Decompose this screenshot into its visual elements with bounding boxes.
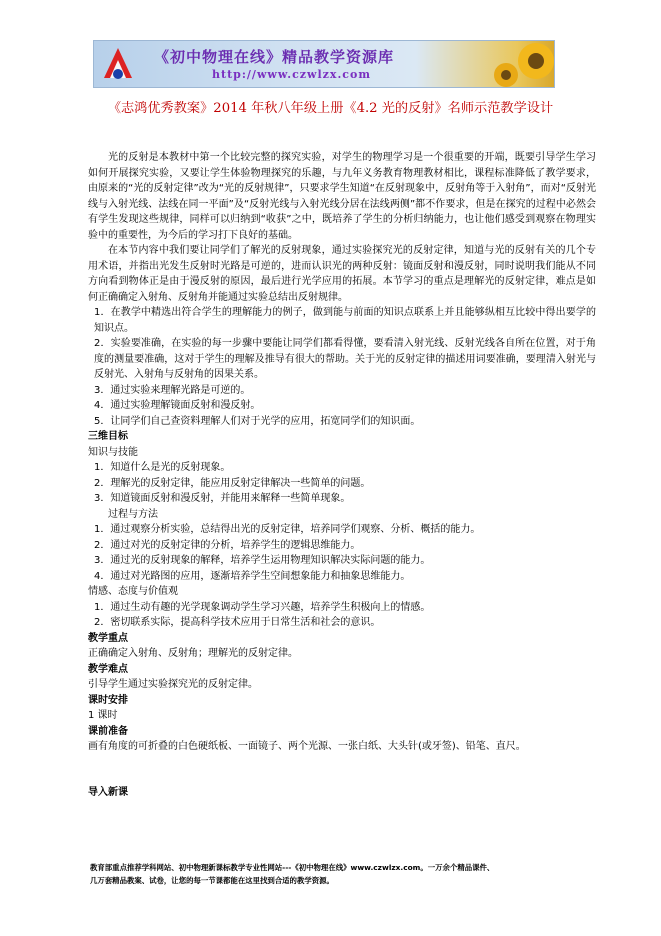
objective-item: 3．通过光的反射现象的解释，培养学生运用物理知识解决实际问题的能力。 xyxy=(94,555,431,566)
sunflower-image-icon xyxy=(484,41,554,87)
objective-item: 1．通过观察分析实验，总结得出光的反射定律，培养同学们观察、分析、概括的能力。 xyxy=(94,524,481,535)
teaching-note: 3．通过实验来理解光路是可逆的。 xyxy=(94,384,251,396)
schedule-text: 1 课时 xyxy=(88,710,118,721)
teaching-note: 1．在教学中精选出符合学生的理解能力的例子，做到能与前面的知识点联系上并且能够纵相互比较中得出要学的知识点。 xyxy=(94,307,596,334)
objective-item: 3．知道镜面反射和漫反射，并能用来解释一些简单现象。 xyxy=(94,493,351,504)
difficulty-heading: 教学难点 xyxy=(88,663,128,675)
objective-item: 1．通过生动有趣的光学现象调动学生学习兴趣，培养学生积极向上的情感。 xyxy=(94,601,431,613)
intro-paragraph: 光的反射是本教材中第一个比较完整的探究实验，对学生的物理学习是一个很重要的开端，既要引导学生学习如何开展探究实验，又要让学生体验物理探究的乐趣，与九年义务教育物理教材相比，课程标准降低了教学要求，由原来的“光的反射定律”改为“光的反射规律”，只要求学生知道“在反射现象中，反射角等于入射角”，而对“反射光线与入射光线、法线在同一平面”及“反射光线与入射光线分居在法线两侧”都不作要求，但是在探究的过程中必然会有学生发现这些规律，同样可以归纳到“收获”之中，既培养了学生的分析归纳能力，也让他们感受到观察在物理实验中的重要性，为今后的学习打下良好的基础。 xyxy=(88,152,596,241)
objective-item: 2．通过对光的反射定律的分析，培养学生的逻辑思维能力。 xyxy=(94,539,361,551)
preparation-text: 画有角度的可折叠的白色硬纸板、一面镜子、两个光源、一张白纸、大头针(或牙签)、铅笔、直尺。 xyxy=(88,741,526,752)
objective-item: 2．密切联系实际，提高科学技术应用于日常生活和社会的意识。 xyxy=(94,617,381,628)
teaching-note: 5．让同学们自己查资料理解人们对于光学的应用，拓宽同学们的知识面。 xyxy=(94,415,421,427)
document-title: 《志鸿优秀教案》2014 年秋八年级上册《4.2 光的反射》名师示范教学设计 xyxy=(107,101,554,116)
attitude-label: 情感、态度与价值观 xyxy=(88,586,178,597)
intro-paragraph: 在本节内容中我们要让同学们了解光的反射现象，通过实验探究光的反射定律，知道与光的反射有关的几个专用术语，并指出光发生反射时光路是可逆的，进而认识光的两种反射：镜面反射和漫反射，同时说明我们能从不同方向看到物体正是由于漫反射的原因，最后进行光学应用的拓展。本节学习的重点是理解光的反射定律，难点是如何正确确定入射角、反射角并能通过实验总结出反射规律。 xyxy=(88,245,596,303)
knowledge-label: 知识与技能 xyxy=(88,446,138,458)
site-logo-icon xyxy=(98,44,138,84)
page-footer xyxy=(90,861,590,887)
schedule-heading: 课时安排 xyxy=(88,694,128,706)
key-point-heading: 教学重点 xyxy=(88,632,128,644)
objectives-heading: 三维目标 xyxy=(88,431,128,442)
document-body xyxy=(88,150,596,800)
teaching-note: 2．实验要准确，在实验的每一步骤中要能让同学们都看得懂，要看清入射光线、反射光线各自所在位置，对于角度的测量要准确，这对于学生的理解及推导有很大的帮助。关于光的反射定律的描述用词要准确，要理清入射光与反射光、入射角与反射角的因果关系。 xyxy=(94,338,596,380)
objective-item: 1．知道什么是光的反射现象。 xyxy=(94,462,231,473)
footer-line: 几万套精品教案、试卷，让您的每一节课都能在这里找到合适的教学资源。 xyxy=(90,876,334,885)
objective-item: 2．理解光的反射定律，能应用反射定律解决一些简单的问题。 xyxy=(94,477,371,489)
banner-url: http://www.czwlzx.com xyxy=(212,68,371,81)
key-point-text: 正确确定入射角、反射角；理解光的反射定律。 xyxy=(88,648,298,659)
difficulty-text: 引导学生通过实验探究光的反射定律。 xyxy=(88,679,258,690)
footer-line: 教育部重点推荐学科网站、初中物理新课标教学专业性网站---《初中物理在线》www.czwlzx.com。一万余个精品课件、 xyxy=(90,863,495,872)
preparation-heading: 课前准备 xyxy=(88,725,128,737)
banner-title: 《初中物理在线》精品教学资源库 xyxy=(154,48,395,66)
lead-in-heading: 导入新课 xyxy=(88,786,128,798)
teaching-note: 4．通过实验理解镜面反射和漫反射。 xyxy=(94,400,261,411)
header-banner xyxy=(93,40,555,88)
objective-item: 4．通过对光路图的应用，逐渐培养学生空间想象能力和抽象思维能力。 xyxy=(94,570,411,582)
process-label: 过程与方法 xyxy=(108,508,158,520)
